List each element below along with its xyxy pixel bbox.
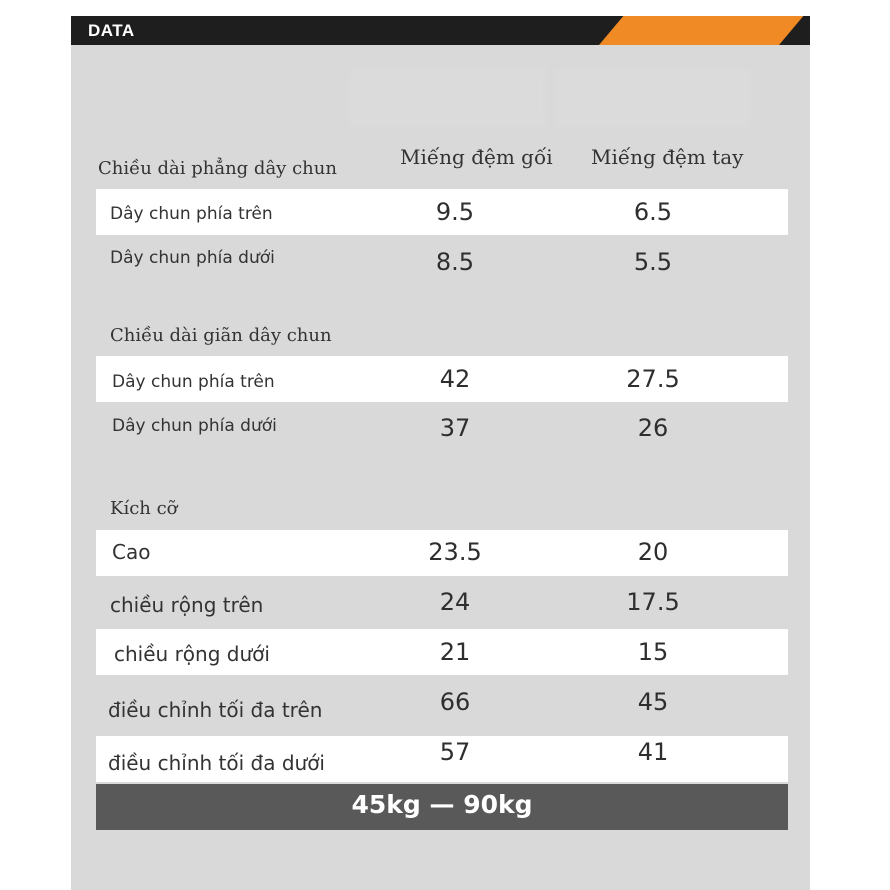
value-knee-pad: 42 <box>439 365 471 393</box>
value-arm-pad: 17.5 <box>626 588 680 616</box>
value-knee-pad: 21 <box>439 638 471 666</box>
row-label: chiều rộng dưới <box>114 642 270 666</box>
faded-background-box <box>350 70 545 126</box>
row-label: Cao <box>112 540 151 564</box>
row-label: Dây chun phía dưới <box>110 248 275 268</box>
row-label: điều chỉnh tối đa dưới <box>108 751 325 775</box>
value-knee-pad: 57 <box>439 738 471 766</box>
value-knee-pad: 23.5 <box>428 538 482 566</box>
row-label: Dây chun phía dưới <box>112 416 277 436</box>
section-title-size: Kích cỡ <box>110 498 178 519</box>
faded-background-box <box>555 70 750 126</box>
value-arm-pad: 26 <box>637 414 669 442</box>
row-label: chiều rộng trên <box>110 593 264 617</box>
value-knee-pad: 24 <box>439 588 471 616</box>
value-arm-pad: 6.5 <box>633 198 673 226</box>
value-knee-pad: 9.5 <box>435 198 475 226</box>
header-title: DATA <box>88 21 135 40</box>
value-arm-pad: 27.5 <box>626 365 680 393</box>
weight-range-label: 45kg — 90kg <box>351 790 533 819</box>
value-arm-pad: 15 <box>637 638 669 666</box>
header-accent-stripe <box>599 16 803 45</box>
value-knee-pad: 66 <box>439 688 471 716</box>
column-header-arm-pad: Miếng đệm tay <box>591 145 744 169</box>
value-knee-pad: 8.5 <box>435 248 475 276</box>
column-header-knee-pad: Miếng đệm gối <box>400 145 553 169</box>
value-arm-pad: 45 <box>637 688 669 716</box>
header-bar <box>71 16 810 45</box>
section-title-flat-length: Chiều dài phẳng dây chun <box>98 158 337 179</box>
row-label: điều chỉnh tối đa trên <box>108 698 323 722</box>
value-arm-pad: 5.5 <box>633 248 673 276</box>
value-knee-pad: 37 <box>439 414 471 442</box>
section-title-stretched-length: Chiều dài giãn dây chun <box>110 325 332 346</box>
row-label: Dây chun phía trên <box>110 204 273 224</box>
value-arm-pad: 41 <box>637 738 669 766</box>
value-arm-pad: 20 <box>637 538 669 566</box>
row-label: Dây chun phía trên <box>112 372 275 392</box>
